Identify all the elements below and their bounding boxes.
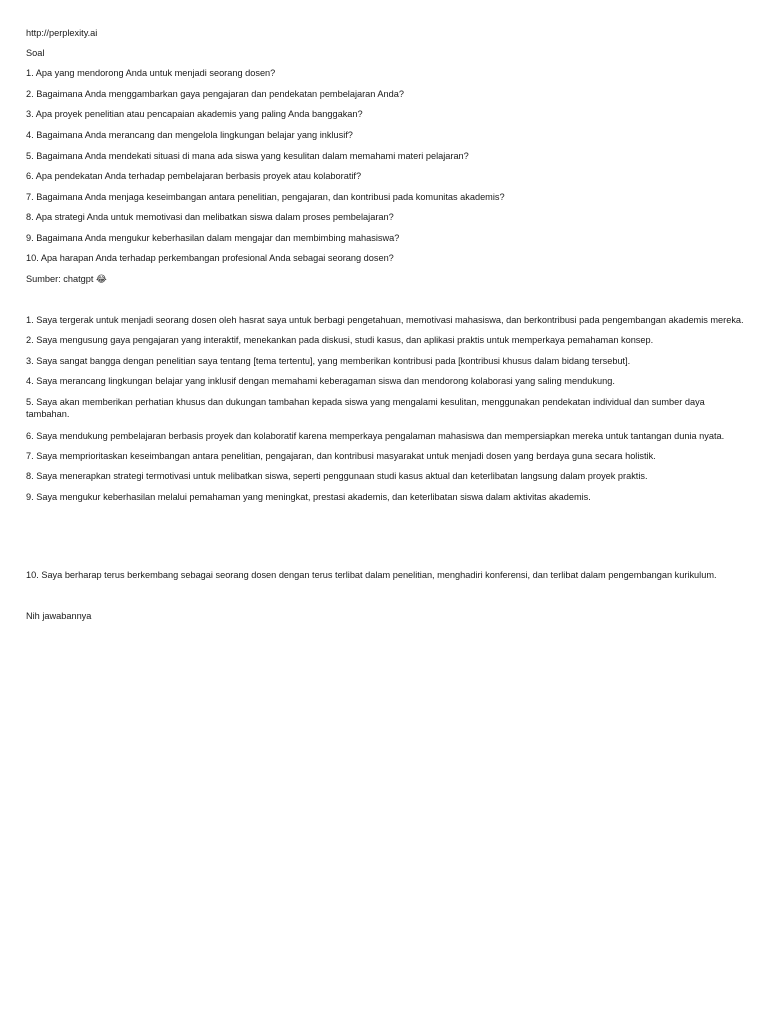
source-note: Sumber: chatgpt 😂: [26, 274, 107, 284]
question-item-3: 3. Apa proyek penelitian atau pencapaian akademis yang paling Anda banggakan?: [26, 109, 363, 119]
question-item-7: 7. Bagaimana Anda menjaga keseimbangan antara penelitian, pengajaran, dan kontribusi pada komunitas akademis?: [26, 192, 505, 202]
closing-note: Nih jawabannya: [26, 611, 92, 621]
answer-item-3: 3. Saya sangat bangga dengan penelitian saya tentang [tema tertentu], yang memberikan kontribusi pada [kontribusi khusus dalam bidang tersebut].: [26, 356, 631, 366]
answer-item-5: 5. Saya akan memberikan perhatian khusus dan dukungan tambahan kepada siswa yang mengalami kesulitan, menggunakan pendekatan individual dan sumber daya tambahan.: [26, 397, 705, 419]
question-item-2: 2. Bagaimana Anda menggambarkan gaya pengajaran dan pendekatan pembelajaran Anda?: [26, 89, 404, 99]
answer-item-8: 8. Saya menerapkan strategi termotivasi untuk melibatkan siswa, seperti penggunaan studi kasus aktual dan keterlibatan langsung dalam proyek praktis.: [26, 471, 648, 481]
question-item-9: 9. Bagaimana Anda mengukur keberhasilan dalam mengajar dan membimbing mahasiswa?: [26, 233, 400, 243]
questions-heading: Soal: [26, 48, 45, 58]
answer-item-4: 4. Saya merancang lingkungan belajar yang inklusif dengan memahami keberagaman siswa dan mendorong kolaborasi yang saling mendukung.: [26, 376, 615, 386]
answer-item-9: 9. Saya mengukur keberhasilan melalui pemahaman yang meningkat, prestasi akademis, dan keterlibatan siswa dalam aktivitas akademis.: [26, 492, 591, 502]
source-url: http://perplexity.ai: [26, 28, 98, 38]
answer-item-10: 10. Saya berharap terus berkembang sebagai seorang dosen dengan terus terlibat dalam penelitian, menghadiri konferensi, dan terlibat dalam pengembangan kurikulum.: [26, 570, 717, 580]
answer-item-1: 1. Saya tergerak untuk menjadi seorang dosen oleh hasrat saya untuk berbagi pengetahuan, memotivasi mahasiswa, dan berkontribusi pada pengembangan akademis mereka.: [26, 315, 744, 325]
answer-item-6: 6. Saya mendukung pembelajaran berbasis proyek dan kolaboratif karena memperkaya pengalaman mahasiswa dan mempersiapkan mereka untuk tantangan dunia nyata.: [26, 431, 725, 441]
question-item-6: 6. Apa pendekatan Anda terhadap pembelajaran berbasis proyek atau kolaboratif?: [26, 171, 362, 181]
question-item-8: 8. Apa strategi Anda untuk memotivasi dan melibatkan siswa dalam proses pembelajaran?: [26, 212, 394, 222]
question-item-10: 10. Apa harapan Anda terhadap perkembangan profesional Anda sebagai seorang dosen?: [26, 253, 394, 263]
answer-item-2: 2. Saya mengusung gaya pengajaran yang interaktif, menekankan pada diskusi, studi kasus, dan aplikasi praktis untuk memperkaya pemahaman konsep.: [26, 335, 654, 345]
answer-item-7: 7. Saya memprioritaskan keseimbangan antara penelitian, pengajaran, dan kontribusi masyarakat untuk menjadi dosen yang berdaya guna secara holistik.: [26, 451, 656, 461]
question-item-5: 5. Bagaimana Anda mendekati situasi di mana ada siswa yang kesulitan dalam memahami materi pelajaran?: [26, 151, 469, 161]
question-item-4: 4. Bagaimana Anda merancang dan mengelola lingkungan belajar yang inklusif?: [26, 130, 353, 140]
question-item-1: 1. Apa yang mendorong Anda untuk menjadi seorang dosen?: [26, 68, 276, 78]
